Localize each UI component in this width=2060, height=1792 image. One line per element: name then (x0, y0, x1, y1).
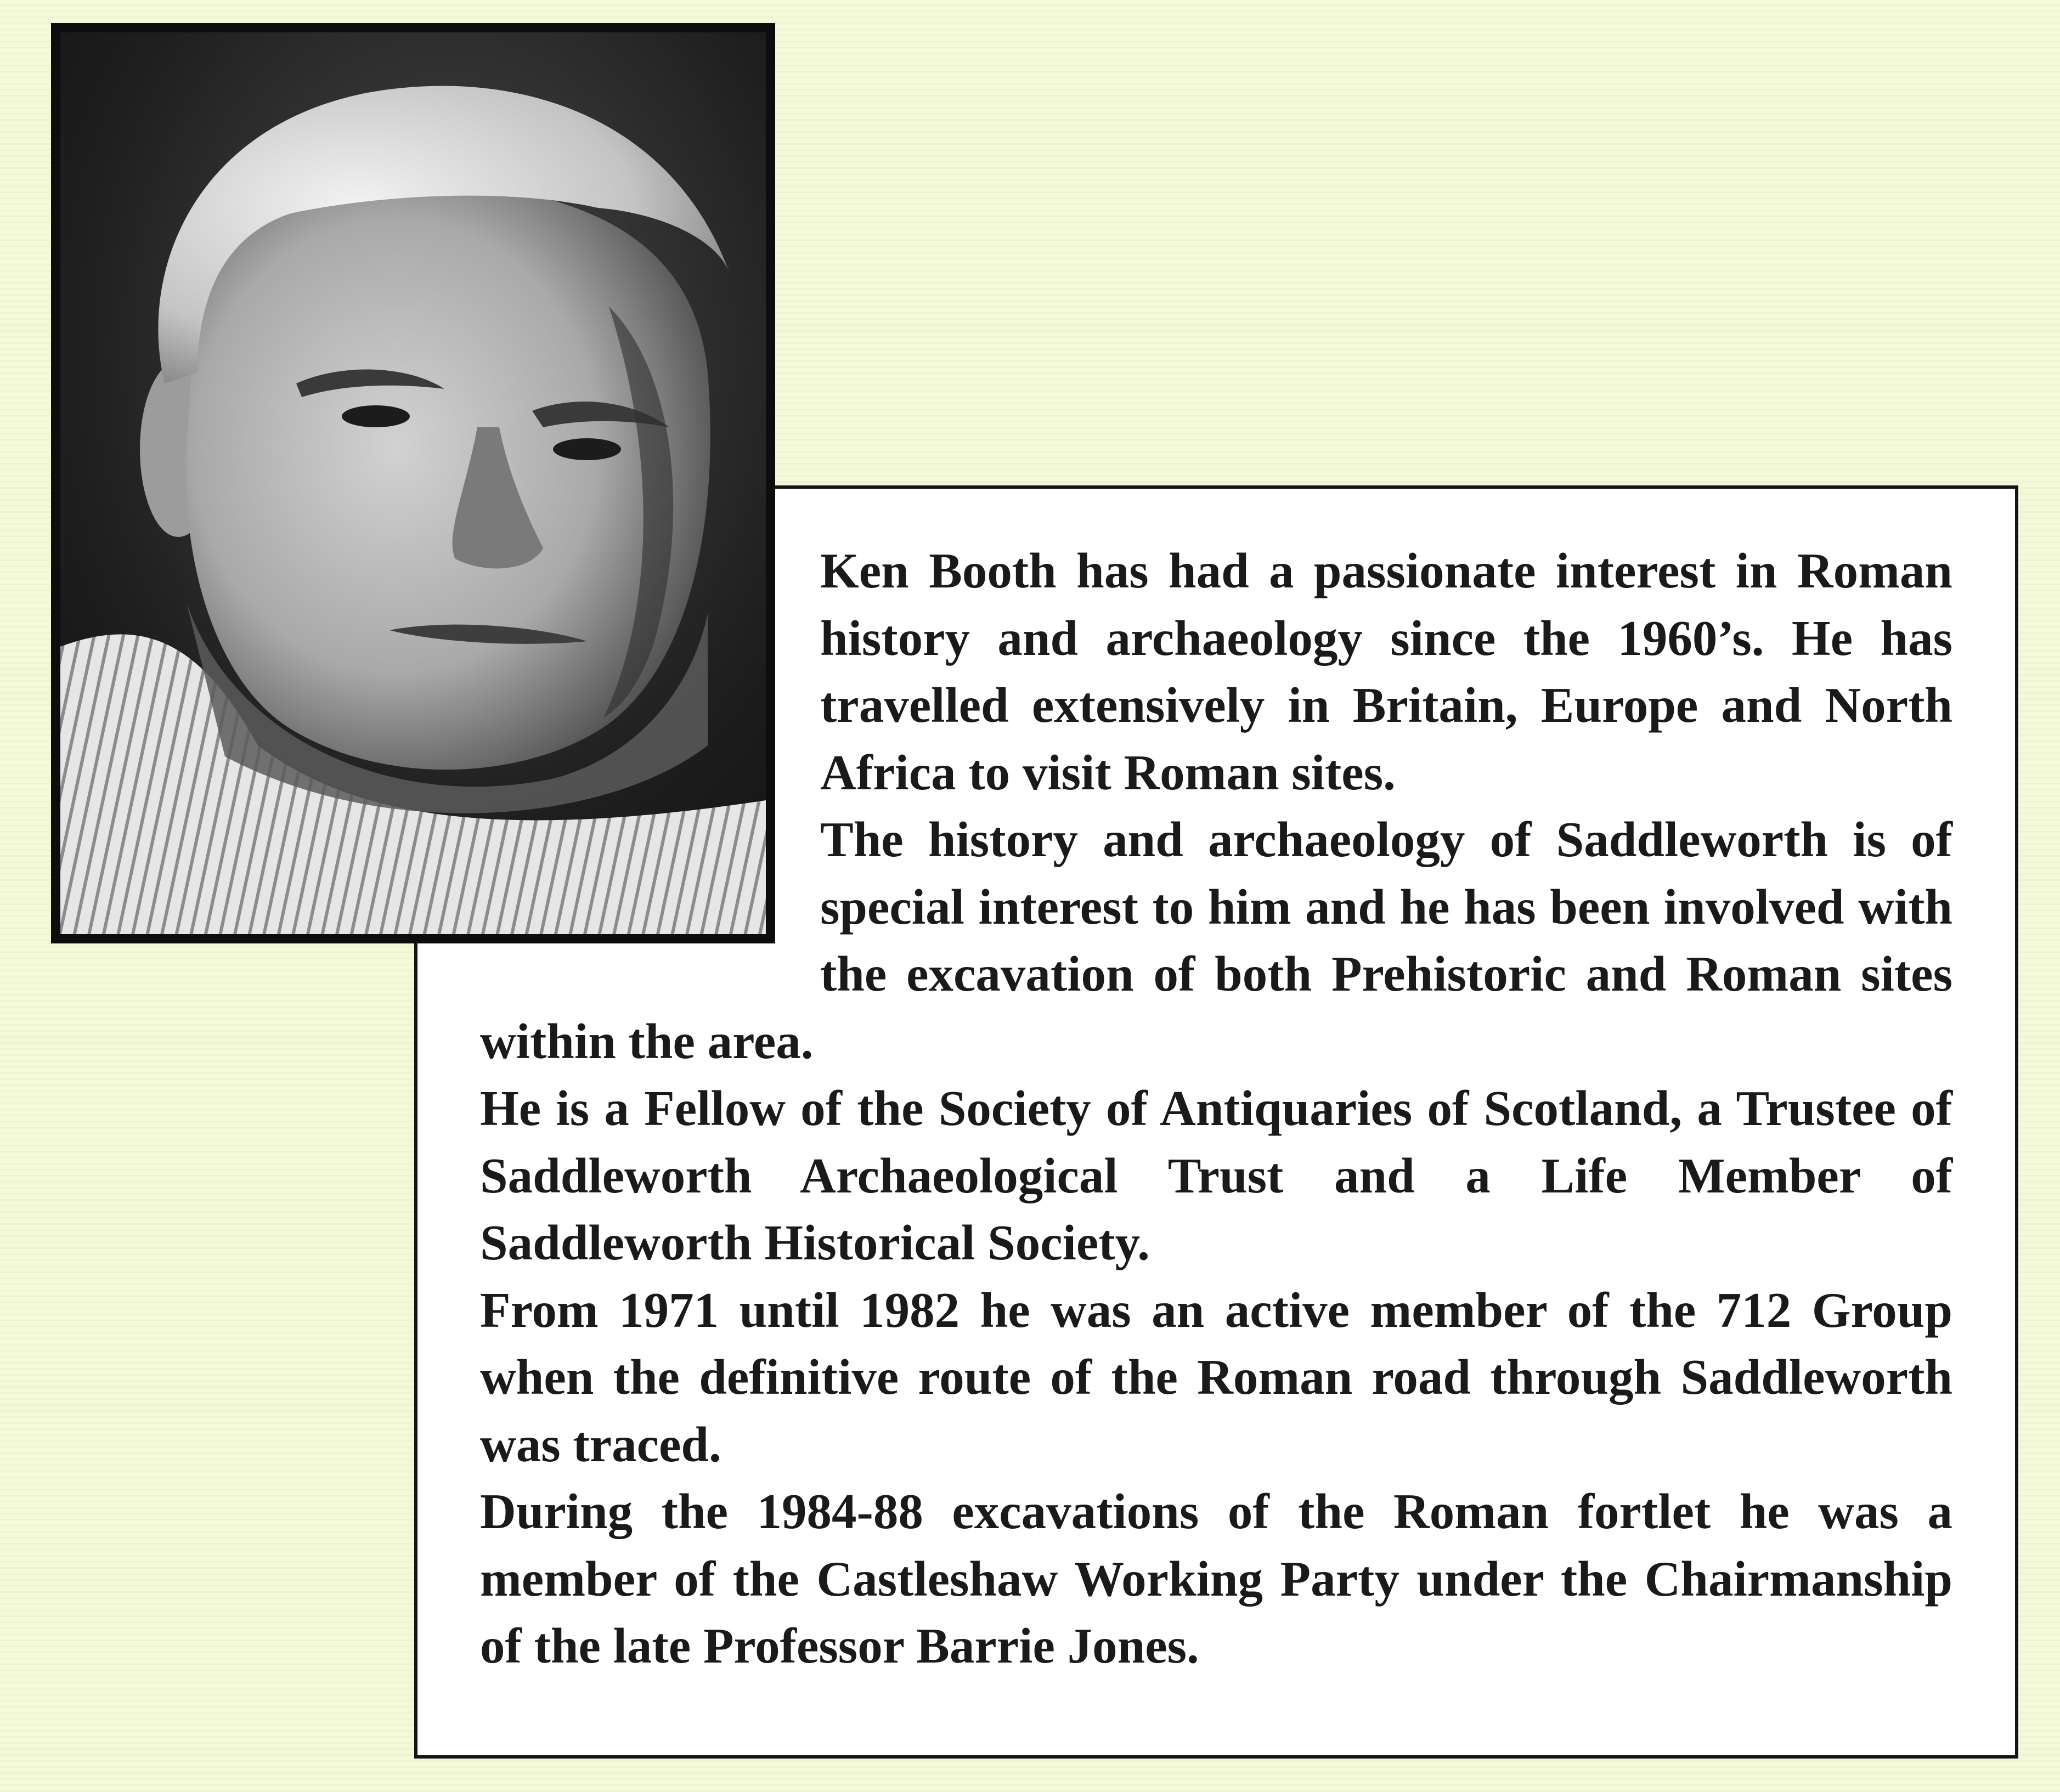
bio-paragraph-1: Ken Booth has had a passionate interest in Roman history and archaeology since the 1960’s. He has travelled extensively in Britain, Europe and North Africa to visit Roman sites. (820, 543, 1952, 800)
bio-paragraph-5: During the 1984-88 excavations of the Roman fortlet he was a member of the Castleshaw Working Party under the Chairmanship of the late Professor Barrie Jones. (480, 1484, 1952, 1674)
bio-paragraph-3: He is a Fellow of the Society of Antiquaries of Scotland, a Trustee of Saddleworth Archaeological Trust and a Life Member of Saddleworth Historical Society. (480, 1081, 1952, 1270)
biography-text (480, 538, 1952, 1680)
photo-wrap-spacer (480, 538, 820, 1007)
bio-paragraph-2: The history and archaeology of Saddleworth is of special interest to him and he has been involved with the excavation of both Prehistoric and Roman sites within the area. (480, 812, 1952, 1069)
bio-paragraph-4: From 1971 until 1982 he was an active member of the 712 Group when the definitive route of the Roman road through Saddleworth was traced. (480, 1282, 1952, 1472)
